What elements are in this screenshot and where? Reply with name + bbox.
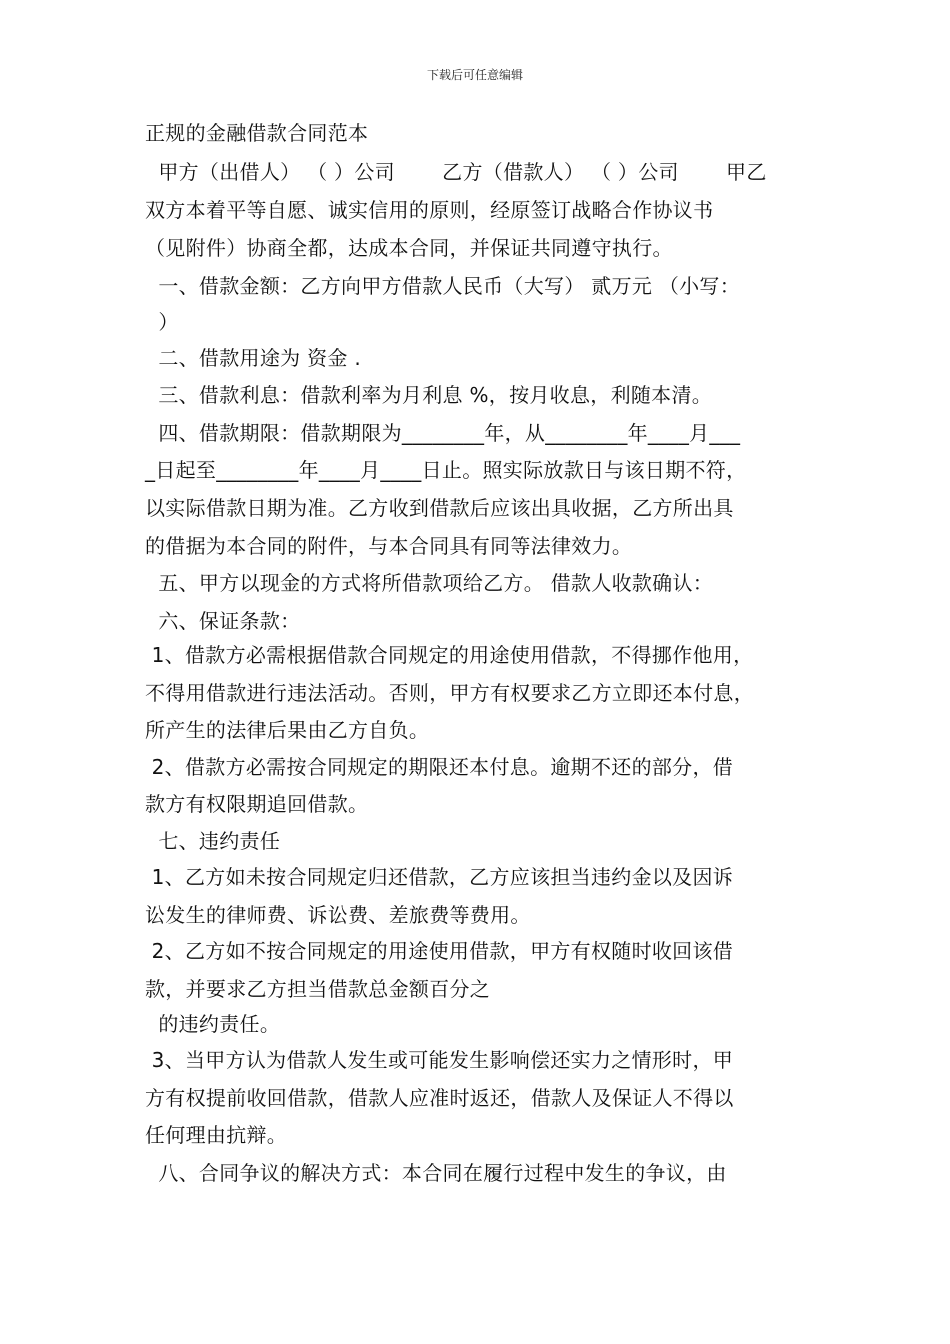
paragraph-line: ）	[145, 310, 179, 334]
paragraph-line: 1、乙方如未按合同规定归还借款，乙方应该担当违约金以及因诉	[145, 865, 734, 889]
paragraph-line: 不得用借款进行违法活动。否则，甲方有权要求乙方立即还本付息，	[145, 681, 754, 705]
paragraph-line: 双方本着平等自愿、诚实信用的原则，经原签订战略合作协议书	[145, 198, 714, 222]
paragraph-line: 二、借款用途为 资金 .	[145, 346, 361, 370]
paragraph-line: 以实际借款日期为准。乙方收到借款后应该出具收据，乙方所出具	[145, 496, 734, 520]
paragraph-line: 方有权提前收回借款，借款人应准时返还，借款人及保证人不得以	[145, 1086, 734, 1110]
paragraph-line: 2、乙方如不按合同规定的用途使用借款，甲方有权随时收回该借	[145, 939, 734, 963]
paragraph-line: 的借据为本合同的附件，与本合同具有同等法律效力。	[145, 534, 633, 558]
page-header: 下载后可任意编辑	[426, 68, 523, 82]
paragraph-line: 五、甲方以现金的方式将所借款项给乙方。 借款人收款确认：	[145, 571, 714, 595]
paragraph-line: 款，并要求乙方担当借款总金额百分之	[145, 977, 491, 1001]
paragraph-line: 1、借款方必需根据借款合同规定的用途使用借款，不得挪作他用，	[145, 643, 754, 667]
paragraph-line: 款方有权限期追回借款。	[145, 792, 369, 816]
paragraph-line: 八、合同争议的解决方式：本合同在履行过程中发生的争议，由	[145, 1161, 727, 1185]
paragraph-line: （见附件）协商全都，达成本合同，并保证共同遵守执行。	[145, 236, 673, 260]
paragraph-line: 所产生的法律后果由乙方自负。	[145, 718, 430, 742]
paragraph-line: 3、当甲方认为借款人发生或可能发生影响偿还实力之情形时，甲	[145, 1048, 734, 1072]
paragraph-line: 三、借款利息：借款利率为月利息 %，按月收息，利随本清。	[145, 383, 713, 407]
paragraph-line: 任何理由抗辩。	[145, 1123, 288, 1147]
paragraph-line: 四、借款期限：借款期限为________年，从________年____月___	[145, 421, 741, 445]
paragraph-line: 讼发生的律师费、诉讼费、差旅费等费用。	[145, 903, 531, 927]
paragraph-line: 的违约责任。	[145, 1012, 281, 1036]
paragraph-line: 2、借款方必需按合同规定的期限还本付息。逾期不还的部分，借	[145, 755, 734, 779]
paragraph-line: 甲方（出借人） （ ）公司 乙方（借款人） （ ）公司 甲乙	[145, 160, 767, 184]
paragraph-line: 六、保证条款：	[145, 609, 301, 633]
paragraph-line: 一、借款金额：乙方向甲方借款人民币（大写） 贰万元 （小写：	[145, 274, 741, 298]
paragraph-line: _日起至________年____月____日止。照实际放款日与该日期不符，	[145, 458, 747, 482]
paragraph-line: 七、违约责任	[145, 829, 281, 853]
document-title: 正规的金融借款合同范本	[145, 121, 369, 145]
